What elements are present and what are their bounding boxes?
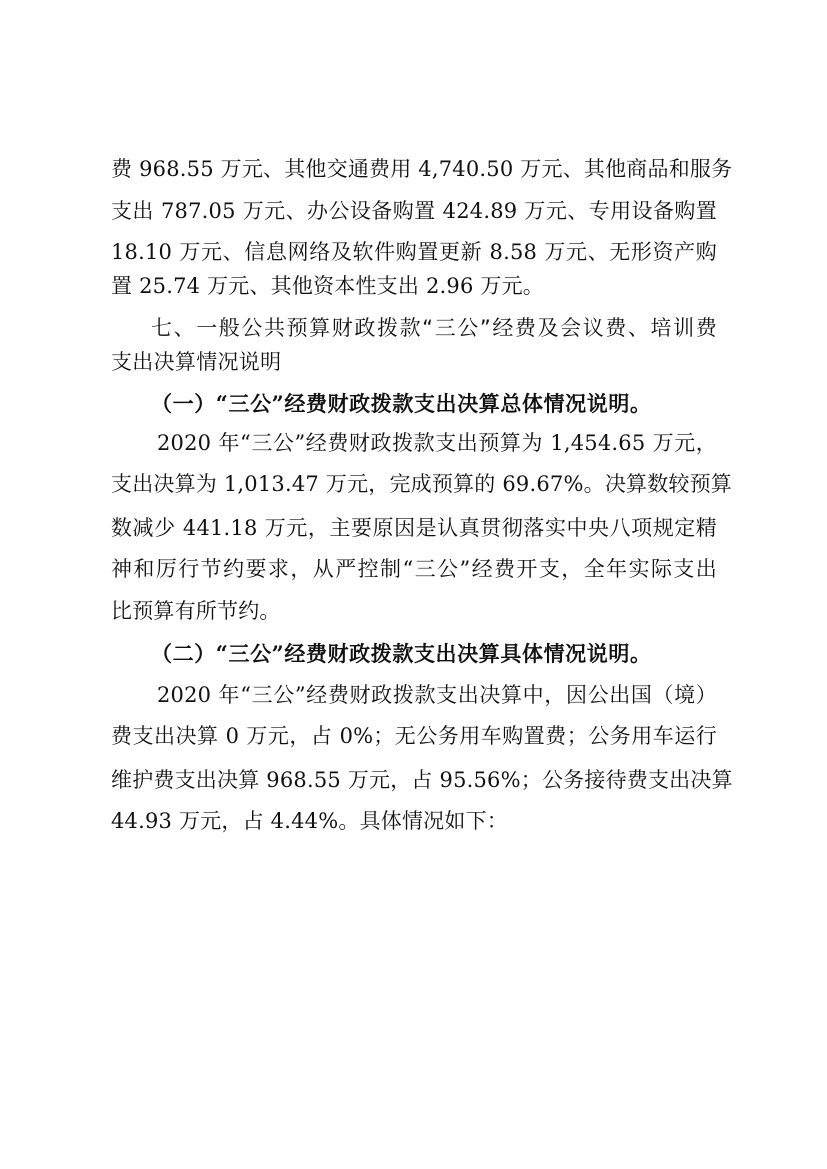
- paragraph-line: 44.93 万元，占 4.44%。具体情况如下：: [111, 809, 508, 833]
- section-heading: 七、一般公共预算财政拨款“三公”经费及会议费、培训费: [151, 316, 717, 340]
- paragraph-line: 维护费支出决算 968.55 万元，占 95.56%；公务接待费支出决算: [111, 768, 733, 792]
- paragraph-line: 2020 年“三公”经费财政拨款支出预算为 1,454.65 万元，: [157, 431, 717, 455]
- subsection-title: （一）“三公”经费财政拨款支出决算总体情况说明。: [151, 391, 652, 416]
- subsection-title: （二）“三公”经费财政拨款支出决算具体情况说明。: [151, 641, 652, 666]
- paragraph-line: 18.10 万元、信息网络及软件购置更新 8.58 万元、无形资产购: [111, 240, 717, 264]
- paragraph-line: 2020 年“三公”经费财政拨款支出决算中，因公出国（境）: [157, 683, 717, 707]
- section-heading: 支出决算情况说明: [111, 350, 282, 374]
- paragraph-line: 费 968.55 万元、其他交通费用 4,740.50 万元、其他商品和服务: [111, 157, 733, 181]
- paragraph-line: 神和厉行节约要求，从严控制“三公”经费开支，全年实际支出: [111, 557, 717, 581]
- paragraph-line: 支出 787.05 万元、办公设备购置 424.89 万元、专用设备购置: [111, 199, 717, 223]
- paragraph-line: 数减少 441.18 万元，主要原因是认真贯彻落实中央八项规定精: [111, 516, 717, 540]
- paragraph-line: 置 25.74 万元、其他资本性支出 2.96 万元。: [111, 274, 544, 298]
- paragraph-line: 比预算有所节约。: [111, 599, 281, 623]
- paragraph-line: 费支出决算 0 万元，占 0%；无公务用车购置费；公务用车运行: [111, 724, 717, 748]
- paragraph-line: 支出决算为 1,013.47 万元，完成预算的 69.67%。决算数较预算: [111, 472, 733, 496]
